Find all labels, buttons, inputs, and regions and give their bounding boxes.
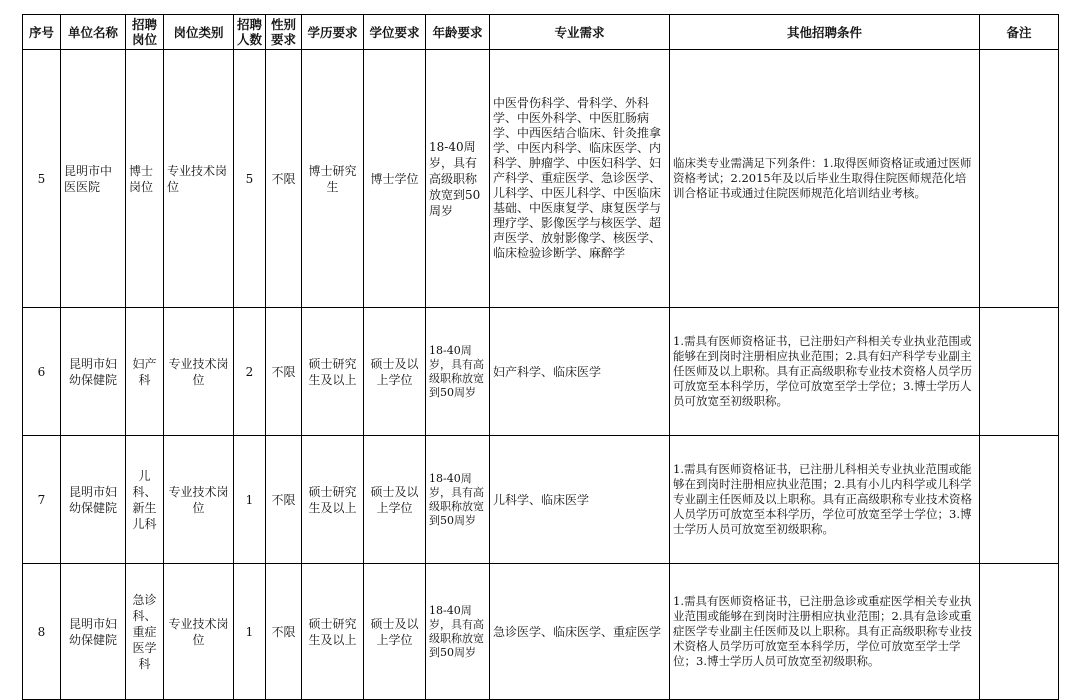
cell-note: [980, 436, 1059, 564]
cell-count: 2: [234, 308, 266, 436]
header-unit: 单位名称: [61, 15, 126, 50]
header-note: 备注: [980, 15, 1059, 50]
cell-major: 妇产科学、临床医学: [490, 308, 670, 436]
cell-major: 急诊医学、临床医学、重症医学: [490, 564, 670, 700]
header-conditions: 其他招聘条件: [670, 15, 980, 50]
cell-category: 专业技术岗位: [164, 564, 234, 700]
cell-education: 博士研究生: [302, 50, 364, 308]
cell-no: 5: [23, 50, 61, 308]
cell-gender: 不限: [266, 564, 302, 700]
cell-count: 1: [234, 436, 266, 564]
cell-note: [980, 564, 1059, 700]
cell-no: 6: [23, 308, 61, 436]
cell-note: [980, 308, 1059, 436]
cell-count: 1: [234, 564, 266, 700]
cell-category: 专业技术岗位: [164, 308, 234, 436]
cell-no: 7: [23, 436, 61, 564]
cell-unit: 昆明市中医医院: [61, 50, 126, 308]
cell-post: 博士岗位: [126, 50, 164, 308]
cell-degree: 硕士及以上学位: [364, 564, 426, 700]
cell-no: 8: [23, 564, 61, 700]
cell-age: 18-40周岁，具有高级职称放宽到50周岁: [426, 50, 490, 308]
cell-category: 专业技术岗位: [164, 50, 234, 308]
recruitment-table: [22, 14, 1059, 700]
table-row: [23, 436, 1059, 564]
header-degree: 学位要求: [364, 15, 426, 50]
header-count: 招聘人数: [234, 15, 266, 50]
header-major: 专业需求: [490, 15, 670, 50]
cell-gender: 不限: [266, 50, 302, 308]
table-row: [23, 50, 1059, 308]
header-gender: 性别要求: [266, 15, 302, 50]
cell-unit: 昆明市妇幼保健院: [61, 564, 126, 700]
cell-unit: 昆明市妇幼保健院: [61, 308, 126, 436]
cell-conditions: 1.需具有医师资格证书，已注册妇产科相关专业执业范围或能够在到岗时注册相应执业范围；2.具有妇产科学专业副主任医师及以上职称。具有正高级职称专业技术资格人员学历可放宽至本科学历，学位可放宽至学士学位；3.博士学历人员可放宽至初级职称。: [670, 308, 980, 436]
cell-degree: 硕士及以上学位: [364, 436, 426, 564]
cell-age: 18-40周岁，具有高级职称放宽到50周岁: [426, 308, 490, 436]
cell-age: 18-40周岁，具有高级职称放宽到50周岁: [426, 436, 490, 564]
cell-gender: 不限: [266, 436, 302, 564]
cell-count: 5: [234, 50, 266, 308]
cell-post: 妇产科: [126, 308, 164, 436]
cell-note: [980, 50, 1059, 308]
cell-conditions: 1.需具有医师资格证书，已注册急诊或重症医学相关专业执业范围或能够在到岗时注册相应执业范围；2.具有急诊或重症医学专业副主任医师及以上职称。具有正高级职称专业技术资格人员学历可放宽至本科学历，学位可放宽至学士学位；3.博士学历人员可放宽至初级职称。: [670, 564, 980, 700]
cell-major: 中医骨伤科学、骨科学、外科学、中医外科学、中医肛肠病学、中西医结合临床、针灸推拿学、中医内科学、临床医学、内科学、肿瘤学、中医妇科学、妇产科学、重症医学、急诊医学、儿科学、中医儿科学、中医临床基础、中医康复学、康复医学与理疗学、影像医学与核医学、超声医学、放射影像学、核医学、临床检验诊断学、麻醉学: [490, 50, 670, 308]
table-row: [23, 564, 1059, 700]
cell-degree: 博士学位: [364, 50, 426, 308]
header-category: 岗位类别: [164, 15, 234, 50]
cell-education: 硕士研究生及以上: [302, 436, 364, 564]
cell-post: 急诊科、重症医学科: [126, 564, 164, 700]
header-row: [23, 15, 1059, 50]
cell-degree: 硕士及以上学位: [364, 308, 426, 436]
cell-age: 18-40周岁，具有高级职称放宽到50周岁: [426, 564, 490, 700]
cell-post: 儿科、新生儿科: [126, 436, 164, 564]
cell-category: 专业技术岗位: [164, 436, 234, 564]
cell-conditions: 临床类专业需满足下列条件：1.取得医师资格证或通过医师资格考试；2.2015年及以后毕业生取得住院医师规范化培训合格证书或通过住院医师规范化培训结业考核。: [670, 50, 980, 308]
header-age: 年龄要求: [426, 15, 490, 50]
header-post: 招聘岗位: [126, 15, 164, 50]
cell-gender: 不限: [266, 308, 302, 436]
cell-unit: 昆明市妇幼保健院: [61, 436, 126, 564]
header-education: 学历要求: [302, 15, 364, 50]
header-no: 序号: [23, 15, 61, 50]
cell-education: 硕士研究生及以上: [302, 308, 364, 436]
cell-conditions: 1.需具有医师资格证书，已注册儿科相关专业执业范围或能够在到岗时注册相应执业范围；2.具有小儿内科学或儿科学专业副主任医师及以上职称。具有正高级职称专业技术资格人员学历可放宽至本科学历，学位可放宽至学士学位；3.博士学历人员可放宽至初级职称。: [670, 436, 980, 564]
table-row: [23, 308, 1059, 436]
cell-major: 儿科学、临床医学: [490, 436, 670, 564]
cell-education: 硕士研究生及以上: [302, 564, 364, 700]
